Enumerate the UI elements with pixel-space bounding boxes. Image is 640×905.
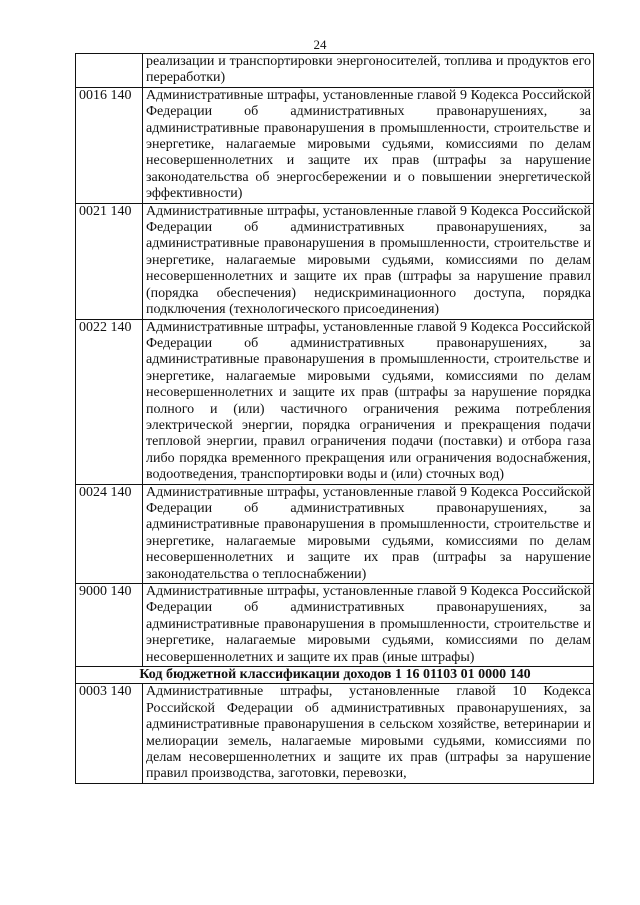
row-description: Административные штрафы, установленные главой 9 Кодекса Российской Федерации об административных правонарушениях, за административные правонарушения в промышленности, строительстве и энергетике, налагаемые мировыми судьями, комиссиями по делам несовершеннолетних и защите их прав (иные штрафы) — [143, 584, 594, 667]
page-number: 24 — [313, 37, 327, 52]
row-code: 0016 140 — [76, 87, 143, 203]
row-code: 0022 140 — [76, 319, 143, 484]
table-row — [76, 54, 594, 88]
row-description: Административные штрафы, установленные главой 9 Кодекса Российской Федерации об административных правонарушениях, за административные правонарушения в промышленности, строительстве и энергетике, налагаемые мировыми судьями, комиссиями по делам несовершеннолетних и защите их прав (штрафы за нарушение порядка полного и (или) частичного ограничения режима потребления электрической энергии, порядка ограничения и прекращения подачи тепловой энергии, правил ограничения подачи (поставки) и отбора газа либо порядка временного прекращения или ограничения водоснабжения, водоотведения, транспортировки воды и (или) сточных вод) — [143, 319, 594, 484]
table-row — [76, 584, 594, 667]
table-row — [76, 484, 594, 583]
row-description: Административные штрафы, установленные главой 9 Кодекса Российской Федерации об административных правонарушениях, за административные правонарушения в промышленности, строительстве и энергетике, налагаемые мировыми судьями, комиссиями по делам несовершеннолетних и защите их прав (штрафы за нарушение законодательства об энергосбережении и о повышении энергетической эффективности) — [143, 87, 594, 203]
row-description: реализации и транспортировки энергоносителей, топлива и продуктов его переработки) — [143, 54, 594, 88]
table-row — [76, 203, 594, 319]
row-code: 9000 140 — [76, 584, 143, 667]
row-description: Административные штрафы, установленные главой 9 Кодекса Российской Федерации об административных правонарушениях, за административные правонарушения в промышленности, строительстве и энергетике, налагаемые мировыми судьями, комиссиями по делам несовершеннолетних и защите их прав (штрафы за нарушение законодательства о теплоснабжении) — [143, 484, 594, 583]
table-row — [76, 684, 594, 783]
row-description: Административные штрафы, установленные главой 10 Кодекса Российской Федерации об административных правонарушениях, за административные правонарушения в сельском хозяйстве, ветеринарии и мелиорации земель, налагаемые мировыми судьями, комиссиями по делам несовершеннолетних и защите их прав (штрафы за нарушение правил производства, заготовки, перевозки, — [143, 684, 594, 783]
table-row — [76, 87, 594, 203]
row-code: 0021 140 — [76, 203, 143, 319]
table-row — [76, 319, 594, 484]
classification-table — [75, 53, 594, 784]
row-code: 0003 140 — [76, 684, 143, 783]
row-description: Административные штрафы, установленные главой 9 Кодекса Российской Федерации об административных правонарушениях, за административные правонарушения в промышленности, строительстве и энергетике, налагаемые мировыми судьями, комиссиями по делам несовершеннолетних и защите их прав (штрафы за нарушение правил (порядка обеспечения) недискриминационного доступа, порядка подключения (технологического присоединения) — [143, 203, 594, 319]
section-header: Код бюджетной классификации доходов 1 16 01103 01 0000 140 — [76, 667, 594, 684]
row-code: 0024 140 — [76, 484, 143, 583]
row-code — [76, 54, 143, 88]
section-header-row — [76, 667, 594, 684]
